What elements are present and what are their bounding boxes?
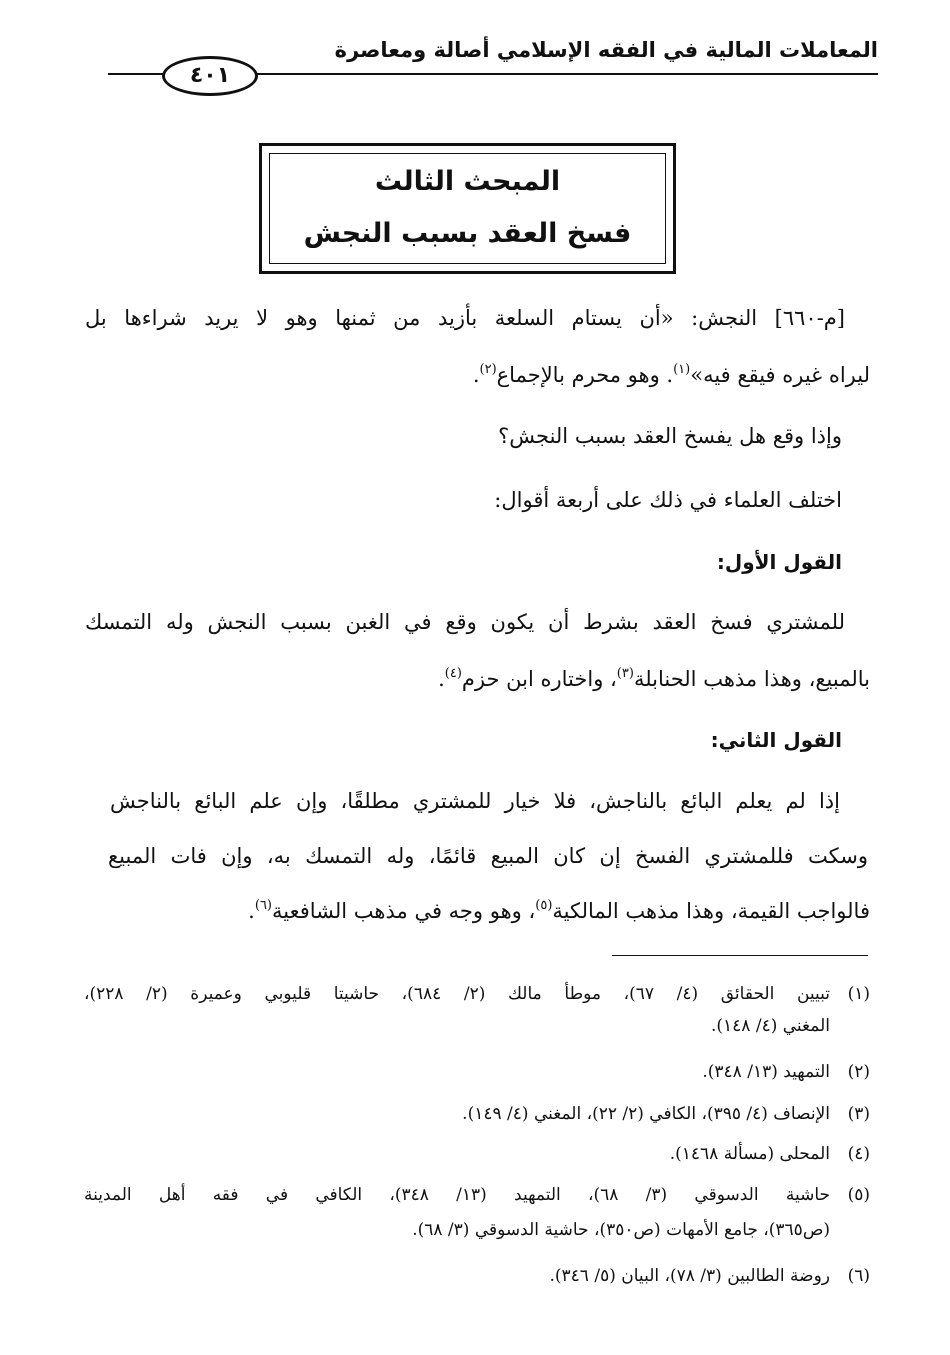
text-span: . (438, 667, 445, 691)
paragraph-line (473, 362, 870, 387)
text-span: ، وهو وجه في مذهب الشافعية (272, 899, 536, 923)
footnote-ref[interactable]: (٣) (616, 666, 634, 681)
footnote-line: المحلى (مسألة ١٤٦٨). (669, 1144, 830, 1164)
footnote-ref[interactable]: (١) (673, 362, 691, 377)
footnote-line: تبيين الحقائق (٤/ ٦٧)، موطأ مالك (٢/ ٦٨٤)، حاشيتا قليوبي وعميرة (٢/ ٢٢٨)، (84, 984, 831, 1004)
footnote-number: (٥) (847, 1185, 870, 1205)
footnote-number: (٤) (847, 1144, 870, 1164)
section-title-box (259, 143, 676, 274)
paragraph-line (248, 898, 870, 923)
footnote-number: (٢) (847, 1062, 870, 1082)
footnote-ref[interactable]: (٦) (254, 898, 272, 913)
paragraph-line: للمشتري فسخ العقد بشرط أن يكون وقع في الغبن بسبب النجش وله التمسك (85, 610, 845, 634)
intro-line: اختلف العلماء في ذلك على أربعة أقوال: (494, 488, 842, 512)
section-heading: المبحث الثالث (374, 166, 561, 197)
text-span: . (472, 363, 480, 387)
paragraph-line: [م-٦٦٠] النجش: «أن يستام السلعة بأزيد من ثمنها وهو لا يريد شراءها بل (85, 306, 845, 330)
running-title: المعاملات المالية في الفقه الإسلامي أصالة ومعاصرة (334, 38, 878, 62)
opinion-heading: القول الثاني: (710, 728, 842, 752)
footnote-ref[interactable]: (٢) (479, 362, 497, 377)
footnote-line: (ص٣٦٥)، جامع الأمهات (ص٣٥٠)، حاشية الدسوقي (٣/ ٦٨). (412, 1220, 830, 1240)
section-title: فسخ العقد بسبب النجش (303, 218, 632, 249)
text-span: . (248, 899, 255, 923)
footnote-ref[interactable]: (٥) (535, 898, 553, 913)
footnote-number: (٦) (847, 1266, 870, 1286)
footnote-ref[interactable]: (٤) (444, 666, 462, 681)
text-span: ليراه غيره فيقع فيه» (690, 363, 870, 387)
footnote-line: الإنصاف (٤/ ٣٩٥)، الكافي (٢/ ٢٢)، المغني (٤/ ١٤٩). (462, 1104, 830, 1124)
footnote-number: (٣) (847, 1104, 870, 1124)
text-span: ، واختاره ابن حزم (461, 667, 617, 691)
footnote-number: (١) (847, 984, 870, 1004)
page-number: ٤٠١ (162, 56, 258, 96)
footnote-line: التمهيد (١٣/ ٣٤٨). (702, 1062, 830, 1082)
text-span: بالمبيع، وهذا مذهب الحنابلة (633, 667, 870, 691)
paragraph-line: وسكت فللمشتري الفسخ إن كان المبيع قائمًا، وله التمسك به، وإن فات المبيع (108, 844, 868, 868)
question-line: وإذا وقع هل يفسخ العقد بسبب النجش؟ (498, 424, 842, 448)
paragraph-line: إذا لم يعلم البائع بالناجش، فلا خيار للمشتري مطلقًا، وإن علم البائع بالناجش (110, 789, 840, 813)
footnote-line: روضة الطالبين (٣/ ٧٨)، البيان (٥/ ٣٤٦). (549, 1266, 830, 1286)
footnote-line: حاشية الدسوقي (٣/ ٦٨)، التمهيد (١٣/ ٣٤٨)، الكافي في فقه أهل المدينة (84, 1185, 831, 1205)
footnote-separator (612, 955, 868, 956)
opinion-heading: القول الأول: (716, 550, 842, 574)
text-span: . وهو محرم بالإجماع (496, 363, 674, 387)
paragraph-line (438, 666, 870, 691)
footnote-line: المغني (٤/ ١٤٨). (710, 1016, 830, 1036)
text-span: فالواجب القيمة، وهذا مذهب المالكية (552, 899, 870, 923)
